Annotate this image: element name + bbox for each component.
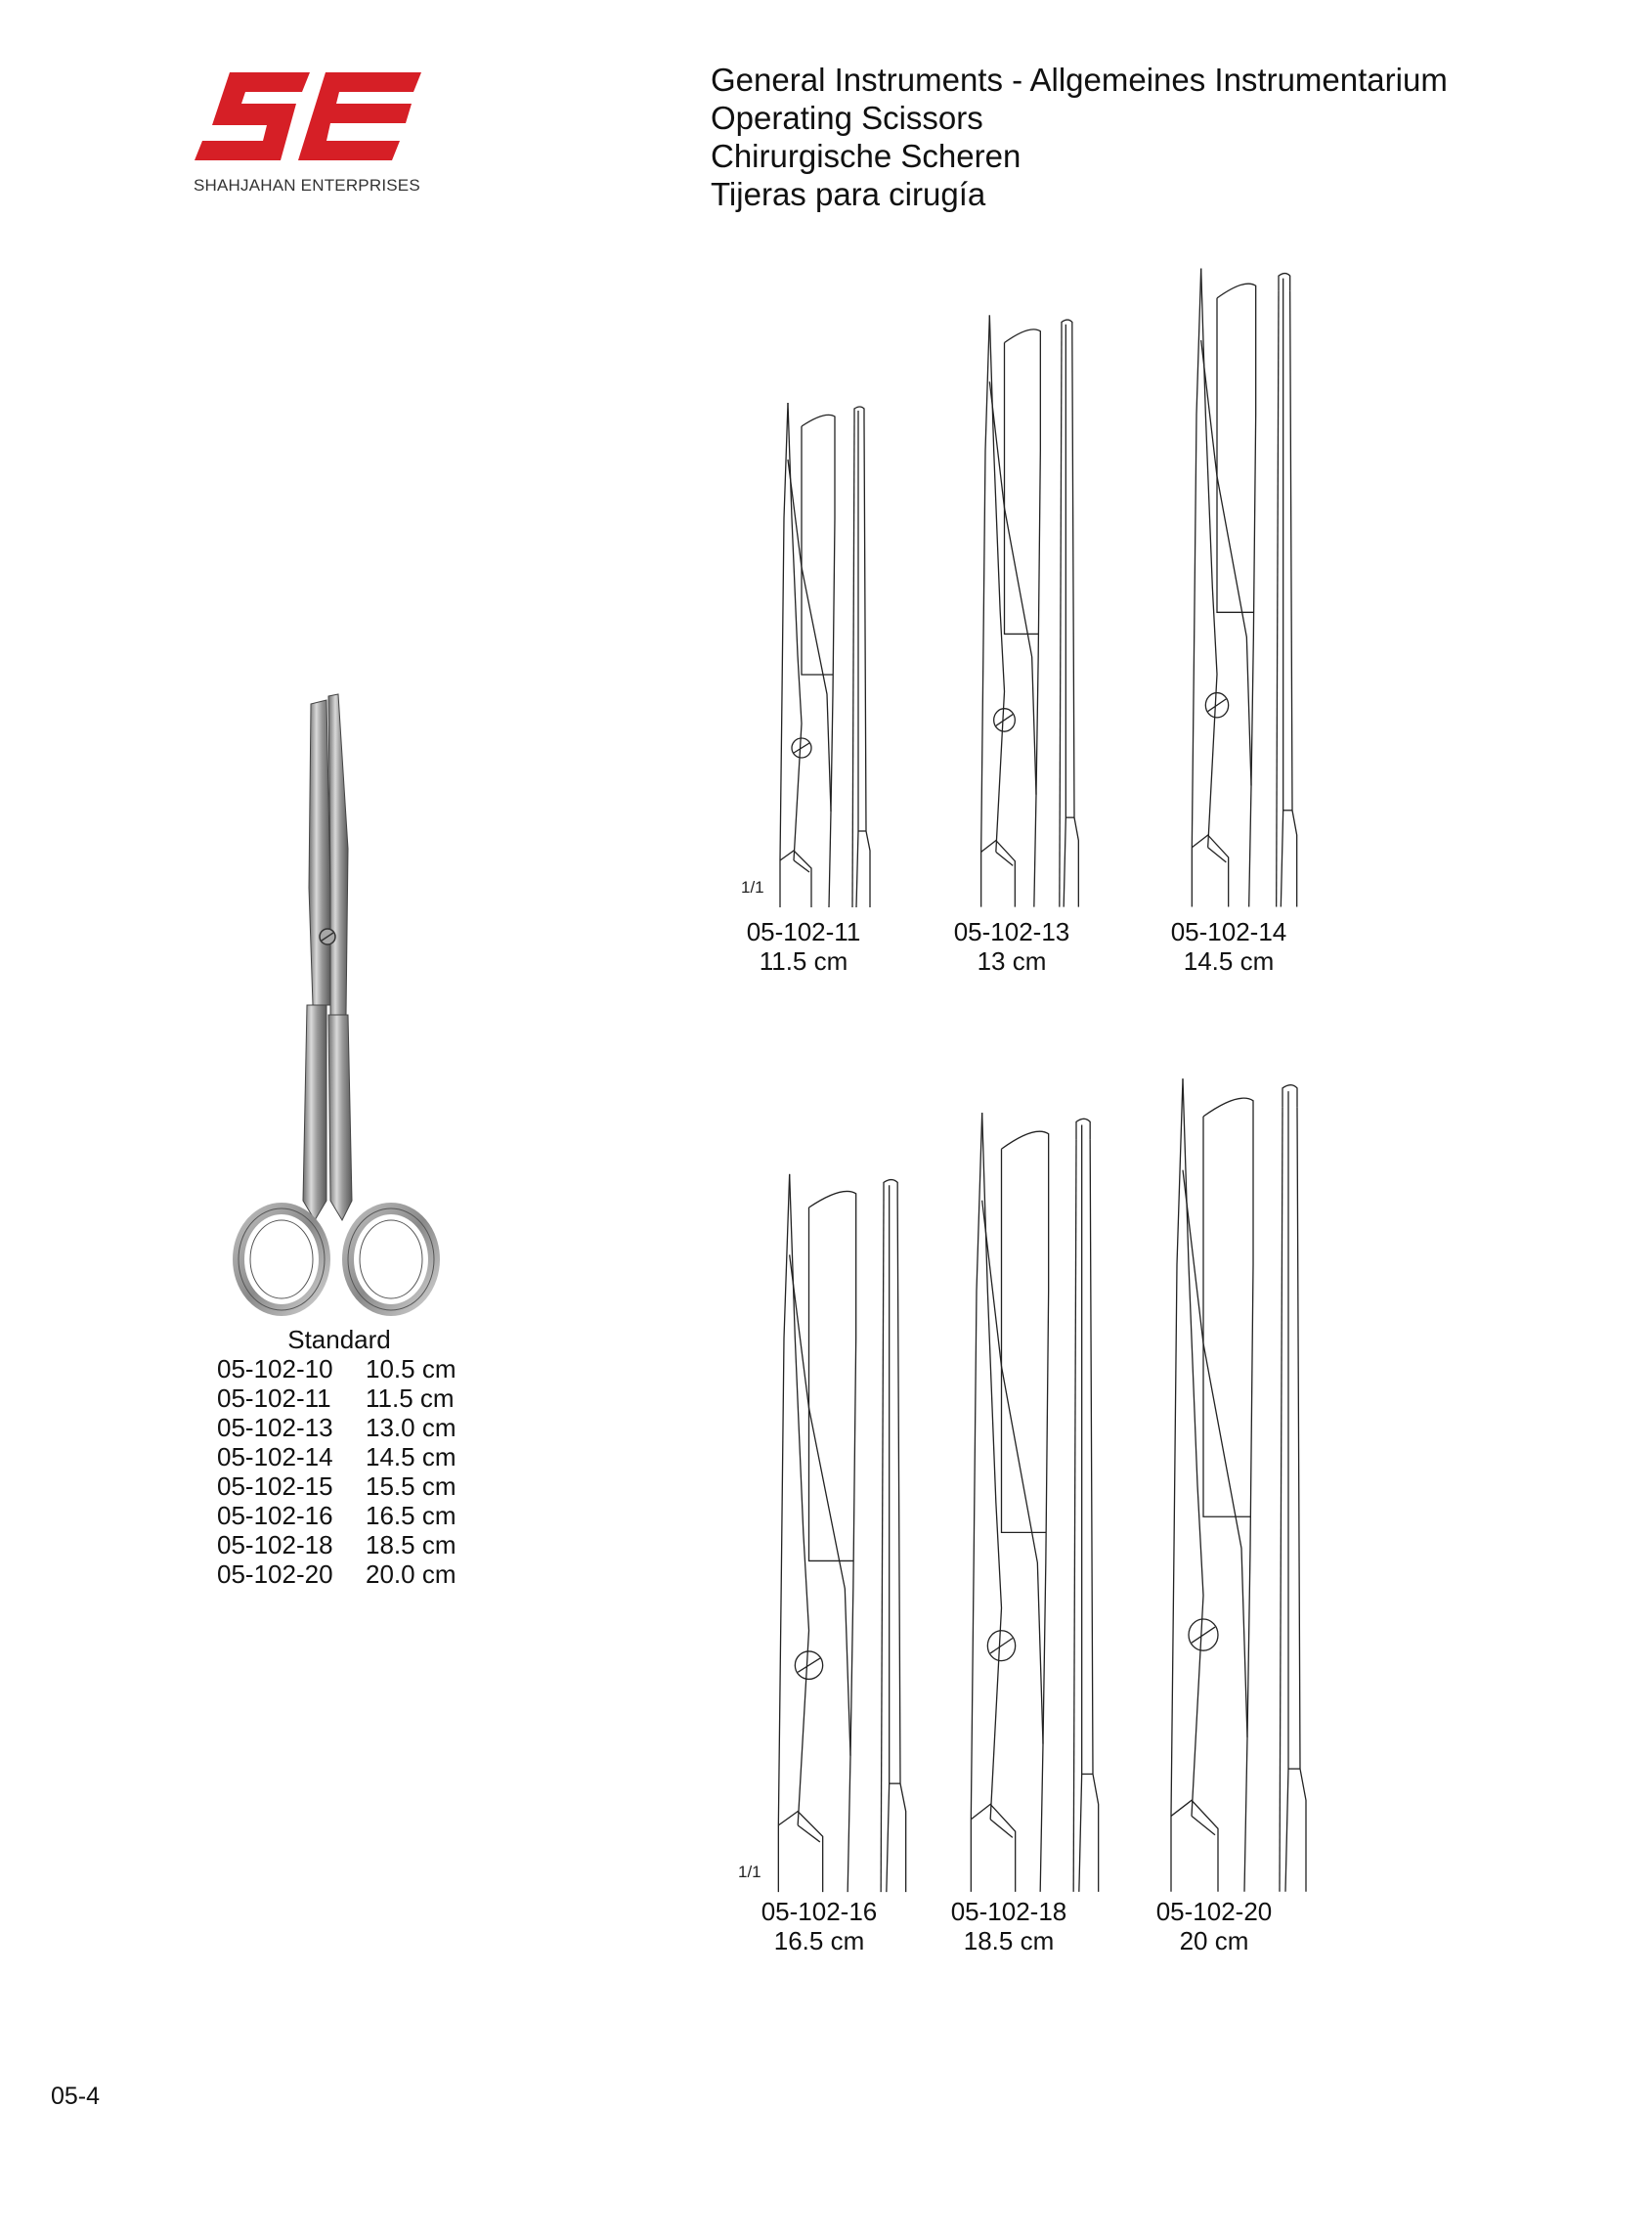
profile-line-b: [1285, 1091, 1288, 1892]
scissors-drawing-05-102-20: [1159, 1076, 1335, 1895]
left-blade-outline: [981, 315, 990, 906]
profile-line-b: [1281, 279, 1282, 907]
scissors-drawing-05-102-13: [973, 313, 1100, 909]
profile-line-c: [897, 1199, 906, 1892]
standard-scissors-image: [233, 692, 446, 1318]
profile-line-a: [881, 1199, 884, 1892]
right-blade-inner: [1002, 1149, 1046, 1532]
standard-title: Standard: [287, 1325, 391, 1354]
shank-left: [780, 851, 811, 907]
profile-line-c: [864, 420, 870, 907]
article-length: 13.0 cm: [366, 1413, 456, 1442]
article-code: 05-102-14: [217, 1442, 333, 1471]
table-row: [217, 1530, 491, 1559]
table-row: [217, 1471, 491, 1501]
header-line-1: General Instruments - Allgemeines Instrumentarium: [711, 62, 1448, 98]
scissors-drawing-05-102-16: [767, 1171, 934, 1895]
header-line-3: Chirurgische Scheren: [711, 138, 1022, 174]
screw-slot: [1192, 1627, 1215, 1643]
right-blade-outline: [802, 415, 835, 812]
profile-line-b: [887, 1185, 890, 1892]
profile-tip: [854, 407, 864, 420]
article-code: 05-102-10: [217, 1354, 333, 1383]
right-blade-outline: [1005, 329, 1041, 795]
caption-length: 16.5 cm: [773, 1926, 865, 1955]
caption-code: 05-102-16: [761, 1897, 878, 1926]
screw-slot: [990, 1638, 1013, 1652]
right-blade-inner: [809, 1207, 853, 1560]
left-blade-edge: [1183, 1078, 1203, 1816]
caption-code: 05-102-18: [950, 1897, 1067, 1926]
shank-joint: [794, 860, 809, 872]
profile-tip: [1282, 1085, 1297, 1108]
scissors-drawing-05-102-11: [772, 401, 890, 909]
caption-code: 05-102-11: [746, 917, 861, 946]
caption-length: 18.5 cm: [963, 1926, 1055, 1955]
left-blade-outline: [780, 403, 788, 907]
table-row: [217, 1559, 491, 1589]
left-blade-outline: [1171, 1078, 1183, 1892]
right-blade-inner: [1217, 298, 1253, 612]
table-row: [217, 1354, 491, 1383]
caption-length: 20 cm: [1179, 1926, 1249, 1955]
scissors-drawing-05-102-14: [1183, 266, 1320, 909]
table-row: [217, 1442, 491, 1471]
page-number: 05-4: [51, 2083, 101, 2110]
crossing-blade-edge: [790, 1254, 850, 1892]
screw-slot: [996, 715, 1013, 726]
shank-left: [1192, 835, 1228, 906]
article-code: 05-102-13: [217, 1413, 333, 1442]
standard-size-table: [217, 1325, 491, 1589]
shank-left: [971, 1804, 1015, 1892]
profile-tip: [1062, 320, 1072, 335]
caption-05-102-18: [911, 1897, 1107, 1955]
caption-code: 05-102-13: [953, 917, 1070, 946]
table-row: [217, 1501, 491, 1530]
shank-joint: [798, 1825, 820, 1842]
screw-slot: [798, 1658, 820, 1672]
caption-length: 13 cm: [977, 946, 1047, 976]
article-length: 11.5 cm: [366, 1383, 455, 1413]
caption-code: 05-102-14: [1170, 917, 1287, 946]
profile-line-c: [1290, 290, 1297, 906]
profile-tip: [1279, 274, 1290, 291]
shank-left: [1171, 1800, 1218, 1891]
profile-line-b: [1079, 1124, 1082, 1891]
logo-caption: SHAHJAHAN ENTERPRISES: [194, 176, 420, 195]
scale-label: 1/1: [738, 1863, 761, 1881]
shank-joint: [1192, 1816, 1215, 1834]
logo-se-mark: [191, 70, 425, 176]
crossing-blade-edge: [982, 1201, 1043, 1892]
crossing-blade-edge: [1201, 340, 1251, 907]
profile-line-a: [1277, 290, 1279, 906]
shank-joint: [990, 1820, 1013, 1838]
profile-line-c: [1072, 335, 1079, 906]
profile-tip: [1076, 1119, 1090, 1140]
article-length: 16.5 cm: [366, 1501, 456, 1530]
shank-left: [778, 1812, 822, 1893]
profile-line-c: [1090, 1140, 1099, 1892]
profile-line-a: [1073, 1140, 1076, 1892]
right-blade-inner: [802, 426, 833, 675]
caption-05-102-16: [721, 1897, 917, 1955]
crossing-blade-edge: [1183, 1170, 1247, 1892]
header-line-2: Operating Scissors: [711, 100, 983, 136]
article-code: 05-102-20: [217, 1559, 333, 1589]
article-length: 18.5 cm: [366, 1530, 456, 1559]
right-blade-inner: [1005, 343, 1039, 635]
shank-joint: [1208, 848, 1227, 862]
right-blade-inner: [1203, 1117, 1250, 1516]
profile-line-c: [1297, 1107, 1306, 1892]
article-length: 15.5 cm: [366, 1471, 456, 1501]
article-code: 05-102-15: [217, 1471, 333, 1501]
article-length: 10.5 cm: [366, 1354, 456, 1383]
left-blade-outline: [1192, 269, 1200, 907]
caption-code: 05-102-20: [1155, 1897, 1273, 1926]
article-length: 20.0 cm: [366, 1559, 456, 1589]
caption-05-102-20: [1116, 1897, 1312, 1955]
scale-label: 1/1: [741, 878, 764, 897]
table-row: [217, 1383, 491, 1413]
profile-tip: [884, 1180, 897, 1200]
left-blade-edge: [790, 1174, 809, 1825]
left-blade-outline: [778, 1174, 789, 1892]
screw-slot: [794, 743, 809, 753]
caption-05-102-14: [1131, 917, 1326, 976]
shank-joint: [996, 852, 1013, 865]
caption-length: 14.5 cm: [1183, 946, 1275, 976]
profile-line-b: [856, 411, 858, 907]
caption-05-102-11: [706, 917, 901, 976]
shank-left: [981, 841, 1016, 907]
caption-05-102-13: [914, 917, 1109, 976]
table-row: [217, 1413, 491, 1442]
profile-line-b: [1064, 325, 1065, 907]
right-blade-outline: [1203, 1098, 1253, 1737]
page-header: [711, 61, 1448, 213]
article-code: 05-102-16: [217, 1501, 333, 1530]
profile-line-a: [1280, 1107, 1282, 1892]
profile-line-a: [852, 420, 854, 907]
right-blade-outline: [809, 1191, 856, 1755]
left-blade-edge: [982, 1113, 1002, 1820]
profile-line-a: [1060, 335, 1062, 906]
right-blade-outline: [1002, 1131, 1049, 1743]
article-code: 05-102-18: [217, 1530, 333, 1559]
article-code: 05-102-11: [217, 1383, 331, 1413]
header-line-4: Tijeras para cirugía: [711, 176, 986, 212]
caption-length: 11.5 cm: [759, 946, 848, 976]
right-blade-outline: [1217, 284, 1256, 785]
scissors-drawing-05-102-18: [960, 1110, 1126, 1895]
company-logo: [191, 70, 425, 198]
left-blade-outline: [971, 1113, 981, 1892]
article-length: 14.5 cm: [366, 1442, 456, 1471]
screw-slot: [1208, 699, 1227, 712]
